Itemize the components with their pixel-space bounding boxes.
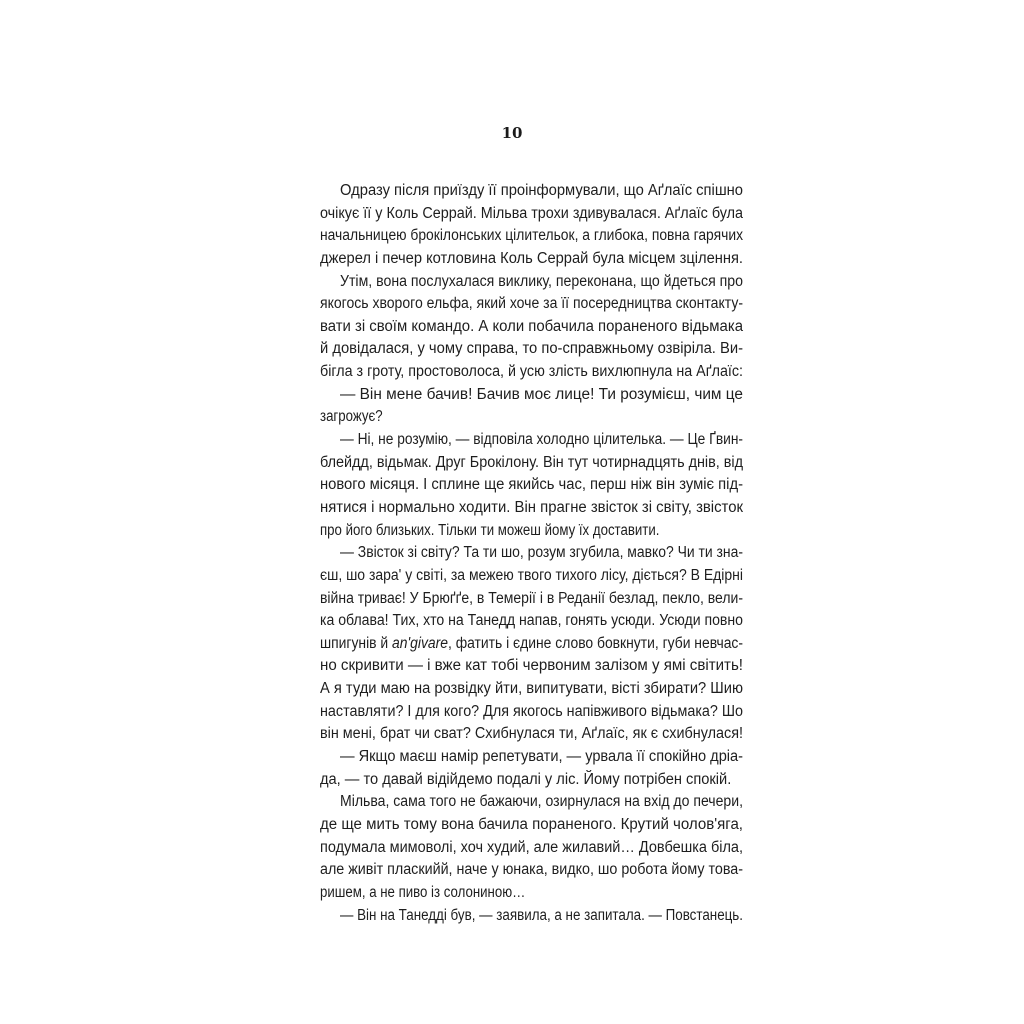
text-line: вати зі своїм командо. А коли побачила пораненого відьмака xyxy=(320,317,743,335)
text-line: нятися і нормально ходити. Він прагне звісток зі світу, звісток xyxy=(320,498,743,516)
text-line: А я туди маю на розвідку йти, випитувати, вісті збирати? Шию xyxy=(320,680,743,698)
text-line: — Він мене бачив! Бачив моє лице! Ти розумієш, чим це xyxy=(340,385,743,403)
text-line: ришем, а не пиво із солониною… xyxy=(320,883,526,901)
text-line: й довідалася, у чому справа, то по-справжньому озвіріла. Ви- xyxy=(320,340,743,358)
text-line: очікує її у Коль Серрай. Мільва трохи здивувалася. Аґлаїс була xyxy=(320,204,743,222)
text-line: — Звісток зі світу? Та ти шо, розум згубила, мавко? Чи ти зна- xyxy=(340,544,743,562)
text-line: подумала мимоволі, хоч худий, але жилавий… Довбешка біла, xyxy=(320,838,743,856)
text-line: Одразу після приїзду її проінформували, що Аґлаїс спішно xyxy=(340,182,743,199)
text-line: ка облава! Тих, хто на Танедд напав, гонять усюди. Усюди повно xyxy=(320,612,743,630)
italic-term: an'givare xyxy=(392,634,448,652)
text-line: блейдд, відьмак. Друг Брокілону. Він тут чотирнадцять днів, від xyxy=(320,453,743,471)
text-line: джерел і печер котловина Коль Серрай була місцем зцілення. xyxy=(320,249,743,267)
text-line: — Він на Танедді був, — заявила, а не запитала. — Повстанець. xyxy=(340,906,743,924)
text-line: він мені, брат чи сват? Схибнулася ти, Аґлаїс, як є схибнулася! xyxy=(320,725,743,743)
text-line: якогось хворого ельфа, який хоче за її посередництва сконтакту- xyxy=(320,295,743,313)
text-line: Мільва, сама того не бажаючи, озирнулася на вхід до печери, xyxy=(340,793,743,811)
text-line: загрожує? xyxy=(320,408,383,426)
text-line: але живіт пласкийй, наче у юнака, видко, шо робота йому това- xyxy=(320,861,743,879)
text-line: Утім, вона послухалася виклику, переконана, що йдеться про xyxy=(340,272,743,290)
text-line: єш, шо зара' у світі, за межею твого тихого лісу, діється? В Едірні xyxy=(320,566,743,584)
text-line: бігла з гроту, простоволоса, й усю злість вихлюпнула на Аґлаїс: xyxy=(320,363,743,381)
text-line: наставляти? І для кого? Для якогось напівживого відьмака? Шо xyxy=(320,702,743,720)
text-line: да, — то давай відійдемо подалі у ліс. Йому потрібен спокій. xyxy=(320,770,732,788)
text-line: нового місяця. І сплине ще якийсь час, перш ніж він зуміє під- xyxy=(320,476,743,494)
page-number: 10 xyxy=(501,124,523,142)
text-line: но скривити — і вже кат тобі червоним залізом у ямі світить! xyxy=(320,657,743,675)
text-line: шпигунів й an'givare, фатить і єдине слово бовкнути, губи невчас- xyxy=(320,634,743,652)
text-line: — Ні, не розумію, — відповіла холодно цілителька. — Це Ґвин- xyxy=(340,431,743,449)
text-line: про його близьких. Тільки ти можеш йому їх доставити. xyxy=(320,521,660,539)
text-line: де ще мить тому вона бачила пораненого. Крутий чолов'яга, xyxy=(320,815,743,833)
text-line: — Якщо маєш намір репетувати, — урвала її спокійно дріа- xyxy=(340,748,743,766)
text-line: начальницею брокілонських цілительок, а глибока, повна гарячих xyxy=(320,227,743,245)
body-text xyxy=(320,180,743,927)
text-line: війна триває! У Брюґґе, в Темерії і в Реданії безлад, пекло, вели- xyxy=(320,589,743,607)
